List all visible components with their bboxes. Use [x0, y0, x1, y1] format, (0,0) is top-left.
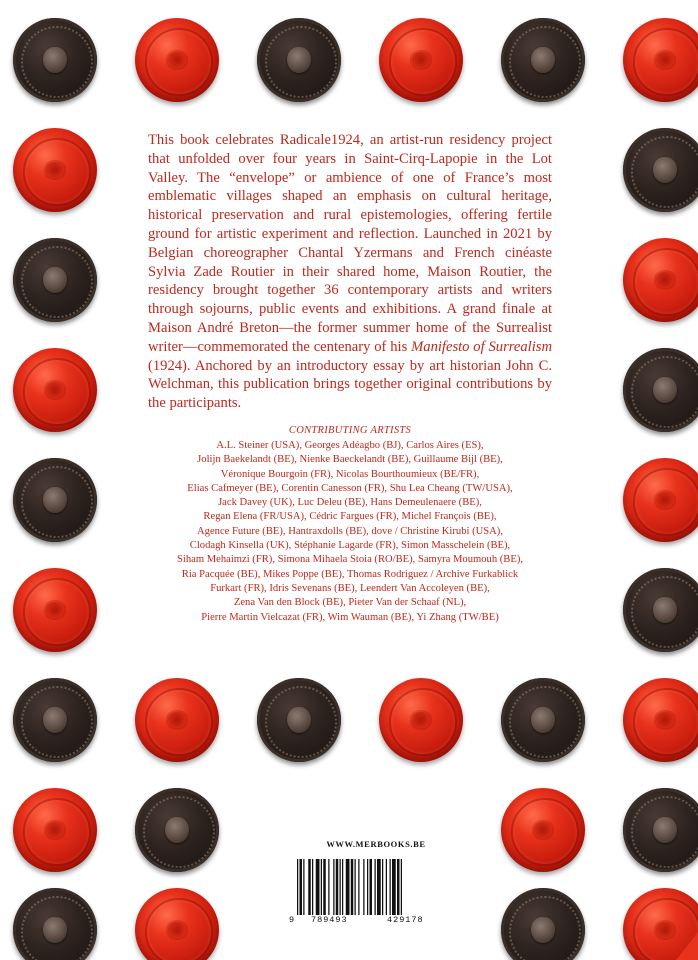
contributors-line: Regan Elena (FR/USA), Cédric Fargues (FR), Michel François (BE), — [203, 511, 497, 523]
barcode-bar — [370, 859, 373, 915]
barcode-lead-digit: 9 — [289, 915, 296, 925]
red-seal — [379, 18, 463, 102]
book-description — [148, 131, 552, 413]
barcode-bar — [342, 859, 343, 915]
contributors-line: Véronique Bourgoin (FR), Nicolas Bourthoumieux (BE/FR), — [220, 468, 480, 480]
barcode-bar — [346, 859, 350, 915]
red-seal — [13, 788, 97, 872]
barcode-bar — [340, 859, 341, 915]
barcode-bars — [297, 859, 451, 915]
dark-seal — [13, 678, 97, 762]
dark-seal — [501, 678, 585, 762]
barcode-bar — [308, 859, 311, 915]
barcode-bar — [390, 859, 391, 915]
barcode-bar — [333, 859, 334, 915]
contributors-heading: CONTRIBUTING ARTISTS — [288, 425, 412, 436]
red-seal — [623, 678, 698, 762]
barcode-bar — [367, 859, 368, 915]
dark-seal — [623, 568, 698, 652]
contributors-list — [148, 439, 552, 625]
contributors-line: Pierre Martin Vielcazat (FR), Wim Wauman (BE), Yi Zhang (TW/BE) — [201, 611, 499, 623]
barcode-bar — [397, 859, 400, 915]
dark-seal — [501, 888, 585, 960]
dark-seal — [13, 458, 97, 542]
contributors-line: Jolijn Baekelandt (BE), Nienke Baeckelandt (BE), Guillaume Bijl (BE), — [197, 454, 503, 466]
contributors-line: Clodagh Kinsella (UK), Stéphanie Lagarde (FR), Simon Masschelein (BE), — [189, 540, 511, 552]
dark-seal — [13, 238, 97, 322]
dark-seal — [13, 18, 97, 102]
barcode-bar — [401, 859, 402, 915]
isbn-barcode — [289, 853, 459, 929]
barcode-bar — [328, 859, 329, 915]
description-text-part1: This book celebrates Radicale1924, an artist-run residency project that unfolded over four years in Saint-Cirq-Lapopie in the Lot Valley. The “envelope” or ambience of one of France’s most emblematic villages shaped an emphasis on cultural heritage, historical preservation and rural epistemologies, offering fertile ground for artistic experiment and reflection. Launched in 2021 by Belgian choreographer Chantal Yzermans and French cinéaste Sylvia Zade Routier in their shared home, Maison Routier, the residency brought together 36 contemporary artists and writers through sojourns, public events and exhibitions. A grand finale at Maison André Breton—the former summer home of the Surrealist writer—commemorated the centenary of his — [148, 132, 552, 355]
contributors-line: A.L. Steiner (USA), Georges Adéagbo (BJ), Carlos Aires (ES), — [216, 440, 484, 451]
red-seal — [623, 238, 698, 322]
red-seal — [379, 678, 463, 762]
description-title-italic: Manifesto of Surrealism — [411, 338, 553, 355]
barcode-bar — [375, 859, 376, 915]
barcode-bar — [386, 859, 387, 915]
dark-seal — [501, 18, 585, 102]
description-text-part2: (1924). Anchored by an introductory essay by art historian John C. Welchman, this publication brings together original contributions by the participants. — [148, 357, 552, 412]
dark-seal — [623, 788, 698, 872]
barcode-bar — [316, 859, 320, 915]
red-seal — [623, 458, 698, 542]
dark-seal — [623, 128, 698, 212]
dark-seal — [623, 348, 698, 432]
barcode-bar — [382, 859, 383, 915]
contributors-line: Elias Cafmeyer (BE), Corentin Canesson (FR), Shu Lea Cheang (TW/USA), — [187, 482, 513, 494]
barcode-bar — [358, 859, 359, 915]
red-seal — [135, 18, 219, 102]
barcode-group-1: 789493 — [311, 915, 348, 925]
red-seal — [623, 18, 698, 102]
barcode-bar — [300, 859, 303, 915]
red-seal — [501, 788, 585, 872]
red-seal — [135, 678, 219, 762]
contributors-line: Furkart (FR), Idris Sevenans (BE), Leendert Van Accoleyen (BE), — [210, 582, 490, 594]
barcode-bar — [321, 859, 322, 915]
barcode-bar — [377, 859, 381, 915]
barcode-bar — [355, 859, 356, 915]
contributors-line: Ria Pacquée (BE), Mikes Poppe (BE), Thomas Rodriguez / Archive Furkablick — [181, 568, 519, 580]
barcode-bar — [336, 859, 339, 915]
publisher-url[interactable]: WWW.MERBOOKS.BE — [326, 839, 426, 849]
dark-seal — [257, 678, 341, 762]
red-seal — [13, 128, 97, 212]
red-seal — [13, 568, 97, 652]
contributors-line: Zena Van den Block (BE), Pieter Van der Schaaf (NL), — [233, 597, 467, 609]
barcode-bar — [312, 859, 313, 915]
barcode-bar — [392, 859, 396, 915]
contributors-line: Agence Future (BE), Hantraxdolls (BE), dove / Christine Kirubi (USA), — [197, 525, 503, 537]
barcode-bar — [363, 859, 364, 915]
dark-seal — [135, 788, 219, 872]
barcode-group-2: 429178 — [387, 915, 424, 925]
red-seal — [13, 348, 97, 432]
corner-mark — [676, 932, 698, 960]
barcode-bar — [303, 859, 304, 915]
barcode-bar — [351, 859, 354, 915]
barcode-bar — [323, 859, 326, 915]
dark-seal — [13, 888, 97, 960]
contributors-line: Jack Davey (UK), Luc Deleu (BE), Hans Demeulenaere (BE), — [218, 497, 482, 509]
contributors-line: Siham Mehaimzi (FR), Simona Mihaela Stoia (RO/BE), Samyra Moumouh (BE), — [176, 554, 524, 566]
red-seal — [135, 888, 219, 960]
barcode-bar — [297, 859, 298, 915]
dark-seal — [257, 18, 341, 102]
